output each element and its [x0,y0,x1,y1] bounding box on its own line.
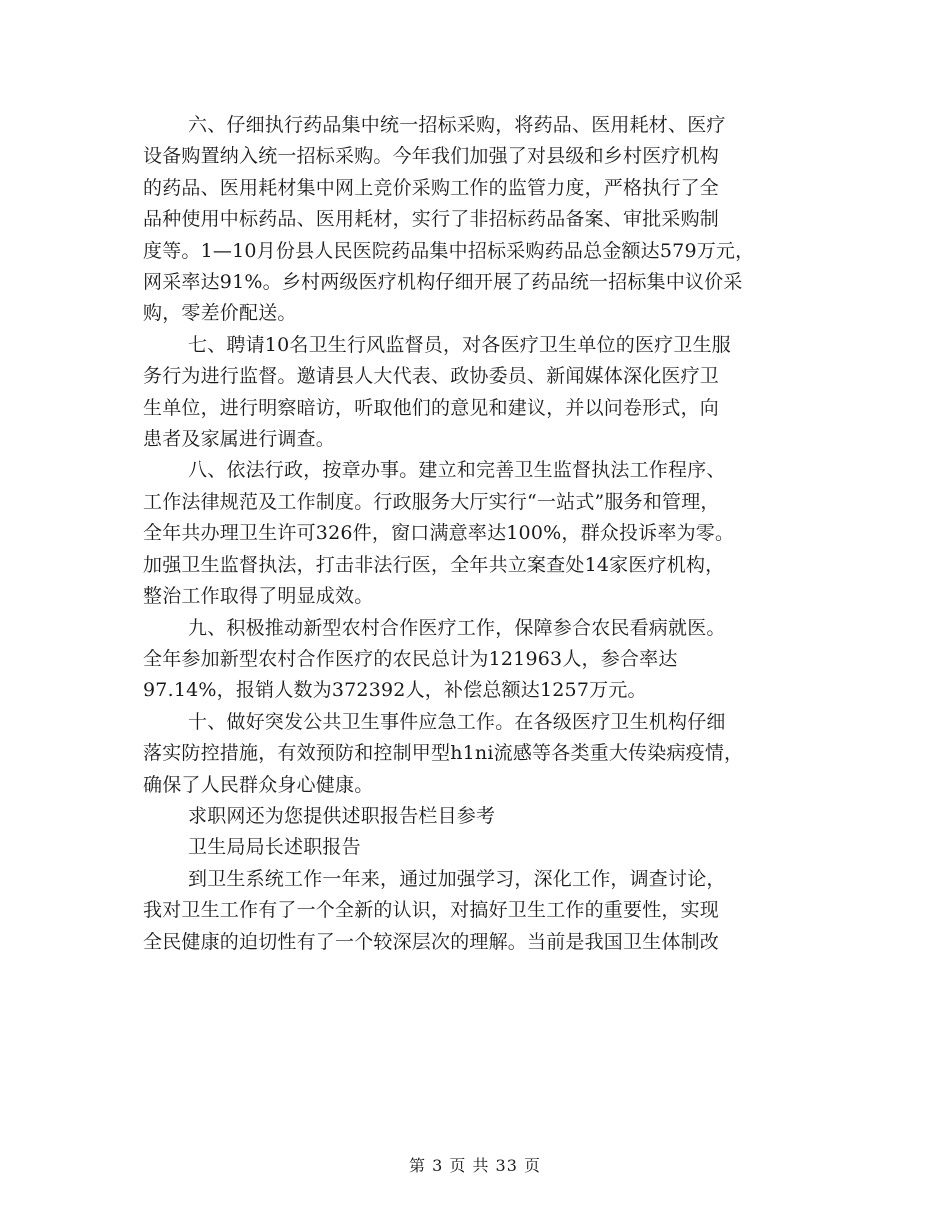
text-line: 度等。1—10月份县人民医院药品集中招标采购药品总金额达579万元， [143,239,755,262]
text-line: 求职网还为您提供述职报告栏目参考 [188,804,496,827]
text-line: 加强卫生监督执法，打击非法行医，全年共立案查处14家医疗机构， [143,553,725,576]
text-line: 八、依法行政，按章办事。建立和完善卫生监督执法工作程序、 [188,459,726,482]
text-line: 整治工作取得了明显成效。 [143,585,374,608]
paragraph [143,832,823,863]
text-line: 网采率达91%。乡村两级医疗机构仔细开展了药品统一招标集中议价采 [143,271,743,294]
text-line: 卫生局局长述职报告 [188,836,361,859]
paragraph [143,707,823,801]
text-line: 设备购置纳入统一招标采购。今年我们加强了对县级和乡村医疗机构 [143,145,720,168]
paragraph [143,110,823,330]
text-line: 的药品、医用耗材集中网上竞价采购工作的监管力度，严格执行了全 [143,176,720,199]
text-line: 生单位，进行明察暗访，听取他们的意见和建议，并以问卷形式，向 [143,396,720,419]
text-line: 十、做好突发公共卫生事件应急工作。在各级医疗卫生机构仔细 [188,710,726,733]
paragraph [143,330,823,456]
text-line: 购，零差价配送。 [143,302,297,325]
text-line: 患者及家属进行调查。 [143,428,336,451]
paragraph [143,801,823,832]
text-line: 全年参加新型农村合作医疗的农民总计为121963人，参合率达 [143,647,678,670]
paragraph [143,455,823,612]
paragraph [143,864,823,958]
text-line: 七、聘请10名卫生行风监督员，对各医疗卫生单位的医疗卫生服 [188,333,731,356]
text-line: 确保了人民群众身心健康。 [143,773,374,796]
document-body [143,110,823,958]
paragraph [143,613,823,707]
page-footer: 第 3 页 共 33 页 [409,1156,541,1175]
text-line: 务行为进行监督。邀请县人大代表、政协委员、新闻媒体深化医疗卫 [143,365,720,388]
text-line: 我对卫生工作有了一个全新的认识，对搞好卫生工作的重要性，实现 [143,899,720,922]
text-line: 落实防控措施，有效预防和控制甲型h1ni流感等各类重大传染病疫情， [143,742,744,765]
text-line: 全民健康的迫切性有了一个较深层次的理解。当前是我国卫生体制改 [143,930,720,953]
text-line: 品种使用中标药品、医用耗材，实行了非招标药品备案、审批采购制 [143,208,720,231]
text-line: 到卫生系统工作一年来，通过加强学习，深化工作，调查讨论， [188,867,726,890]
text-line: 工作法律规范及工作制度。行政服务大厅实行“一站式”服务和管理， [143,490,720,513]
text-line: 97.14%，报销人数为372392人，补偿总额达1257万元。 [143,679,647,702]
text-line: 全年共办理卫生许可326件，窗口满意率达100%，群众投诉率为零。 [143,522,735,545]
text-line: 九、积极推动新型农村合作医疗工作，保障参合农民看病就医。 [188,616,726,639]
text-line: 六、仔细执行药品集中统一招标采购，将药品、医用耗材、医疗 [188,114,726,136]
